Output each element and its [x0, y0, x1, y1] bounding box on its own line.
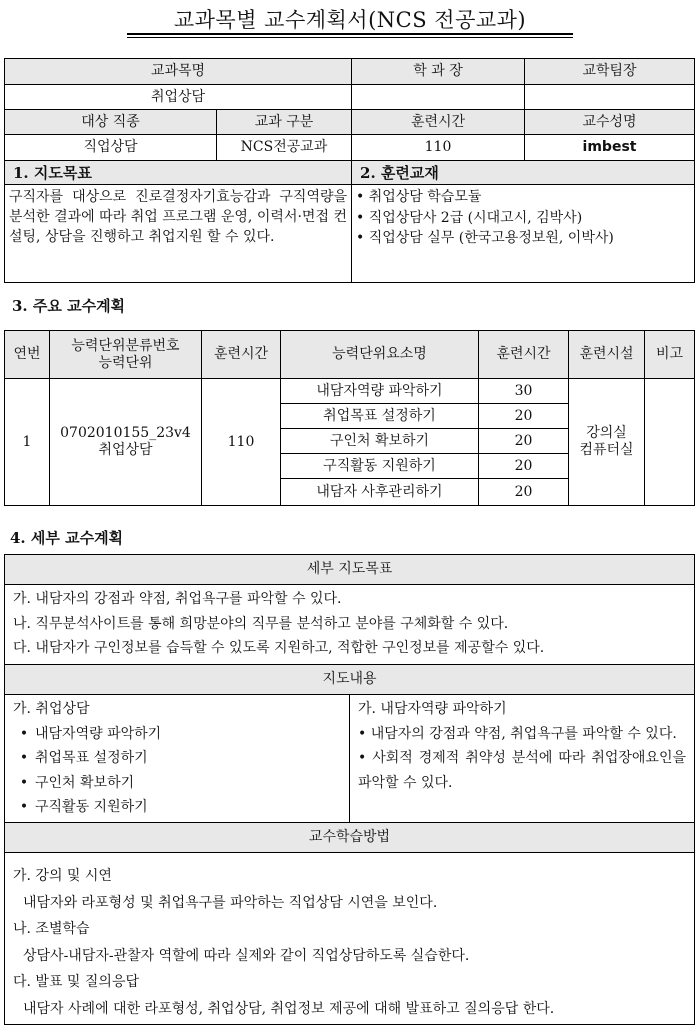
- title-underline: [127, 33, 573, 35]
- team-lead-label: 교학팀장: [525, 59, 695, 85]
- col-unit: [50, 331, 202, 379]
- plan-heading: 3. 주요 교수계획: [12, 297, 126, 315]
- material-item: • 취업상담 학습모듈: [356, 189, 482, 205]
- content-left-item: • 취업목표 설정하기: [13, 746, 341, 771]
- col-unit-line2: 능력단위: [98, 354, 153, 371]
- team-lead-sign: [525, 85, 695, 110]
- goals-heading: 1. 지도목표: [5, 161, 352, 185]
- note-cell: [645, 379, 695, 506]
- objectives-list: [5, 585, 695, 665]
- objective-item: 다. 내담자가 구인정보를 습득할 수 있도록 지원하고, 적합한 구인정보를 제공할수 있다.: [13, 640, 545, 657]
- method-heading: 나. 조별학습: [13, 921, 90, 937]
- bullet-icon: •: [19, 774, 29, 791]
- content-right-item: • 사회적 경제적 취약성 분석에 따라 취업장애요인을 파악할 수 있다.: [358, 750, 687, 791]
- detail-heading: 4. 세부 교수계획: [10, 529, 124, 547]
- hours-value: 110: [352, 135, 525, 161]
- element-name: 구인처 확보하기: [281, 429, 479, 454]
- unit-code: 0702010155_23v4: [60, 425, 191, 442]
- category-label: 교과 구분: [217, 110, 352, 135]
- method-desc: 상담사-내담자-관찰자 역할에 따라 실제와 같이 직업상담하도록 실습한다.: [23, 947, 470, 964]
- hours-label: 훈련시간: [352, 110, 525, 135]
- col-el-hours: 훈련시간: [479, 331, 569, 379]
- unit-hours: 110: [202, 379, 281, 506]
- methods-list: [5, 853, 695, 1025]
- dept-head-sign: [352, 85, 525, 110]
- materials-heading: 2. 훈련교재: [352, 161, 695, 185]
- course-info-table: [4, 58, 695, 283]
- element-name: 내담자역량 파악하기: [281, 379, 479, 404]
- subject-value: 취업상담: [5, 85, 352, 110]
- element-name: 내담자 사후관리하기: [281, 479, 479, 506]
- professor-value: imbest: [525, 135, 695, 161]
- content-right-heading: 가. 내담자역량 파악하기: [358, 701, 507, 717]
- subject-label: 교과목명: [5, 59, 352, 85]
- material-item: • 직업상담사 2급 (시대고시, 김박사): [356, 209, 583, 226]
- bullet-icon: •: [19, 750, 29, 767]
- element-hours: 20: [479, 479, 569, 506]
- element-hours: 20: [479, 454, 569, 479]
- element-name: 취업목표 설정하기: [281, 404, 479, 429]
- element-name: 구직활동 지원하기: [281, 454, 479, 479]
- title-underline-thin: [127, 37, 573, 38]
- content-left-item: • 구인처 확보하기: [13, 771, 341, 796]
- goals-text: 구직자를 대상으로 진로결정자기효능감과 구직역량을 분석한 결과에 따라 취업 프로그램 운영, 이력서·면접 컨설팅, 상담을 진행하고 취업지원 할 수 있다.: [5, 185, 352, 283]
- method-desc: 내담자와 라포형성 및 취업욕구를 파악하는 직업상담 시연을 보인다.: [23, 894, 438, 911]
- bullet-icon: •: [19, 725, 29, 742]
- material-item: • 직업상담 실무 (한국고용정보원, 이박사): [356, 230, 614, 246]
- col-element: 능력단위요소명: [281, 331, 479, 379]
- objective-item: 나. 직무분석사이트를 통해 희망분야의 직무를 분석하고 분야를 구체화할 수 있다.: [13, 615, 509, 632]
- col-facility: 훈련시설: [569, 331, 645, 379]
- objectives-title: 세부 지도목표: [5, 555, 695, 585]
- dept-head-label: 학 과 장: [352, 59, 525, 85]
- target-job-value: 직업상담: [5, 135, 217, 161]
- content-left: [5, 695, 350, 823]
- facility-cell: [569, 379, 645, 506]
- element-hours: 20: [479, 429, 569, 454]
- col-hours: 훈련시간: [202, 331, 281, 379]
- col-no: 연번: [5, 331, 50, 379]
- objective-item: 가. 내담자의 강점과 약점, 취업욕구를 파악할 수 있다.: [13, 591, 342, 607]
- plan-table: [4, 330, 695, 506]
- content-title: 지도내용: [5, 665, 695, 695]
- col-unit-line1: 능력단위분류번호: [71, 337, 180, 354]
- detail-table: [4, 554, 695, 1025]
- element-hours: 20: [479, 404, 569, 429]
- method-heading: 가. 강의 및 시연: [13, 868, 112, 884]
- professor-label: 교수성명: [525, 110, 695, 135]
- unit-name: 취업상담: [98, 442, 153, 458]
- page-title: 교과목별 교수계획서(NCS 전공교과): [173, 8, 527, 32]
- content-left-item: • 내담자역량 파악하기: [13, 722, 341, 747]
- unit-cell: [50, 379, 202, 506]
- content-right: [350, 695, 695, 823]
- materials-list: [352, 185, 695, 283]
- target-job-label: 대상 직종: [5, 110, 217, 135]
- category-value: NCS전공교과: [217, 135, 352, 161]
- content-left-item: • 구직활동 지원하기: [13, 795, 341, 820]
- method-desc: 내담자 사례에 대한 라포형성, 취업상담, 취업정보 제공에 대해 발표하고 질의응답 한다.: [23, 1000, 555, 1017]
- facility-line1: 강의실: [586, 425, 627, 442]
- content-left-heading: 가. 취업상담: [13, 701, 90, 717]
- content-right-item: • 내담자의 강점과 약점, 취업욕구를 파악할 수 있다.: [358, 725, 677, 742]
- element-hours: 30: [479, 379, 569, 404]
- facility-line2: 컴퓨터실: [579, 442, 634, 458]
- method-title: 교수학습방법: [5, 823, 695, 853]
- row-no: 1: [5, 379, 50, 506]
- col-note: 비고: [645, 331, 695, 379]
- bullet-icon: •: [19, 799, 29, 816]
- method-heading: 다. 발표 및 질의응답: [13, 974, 139, 990]
